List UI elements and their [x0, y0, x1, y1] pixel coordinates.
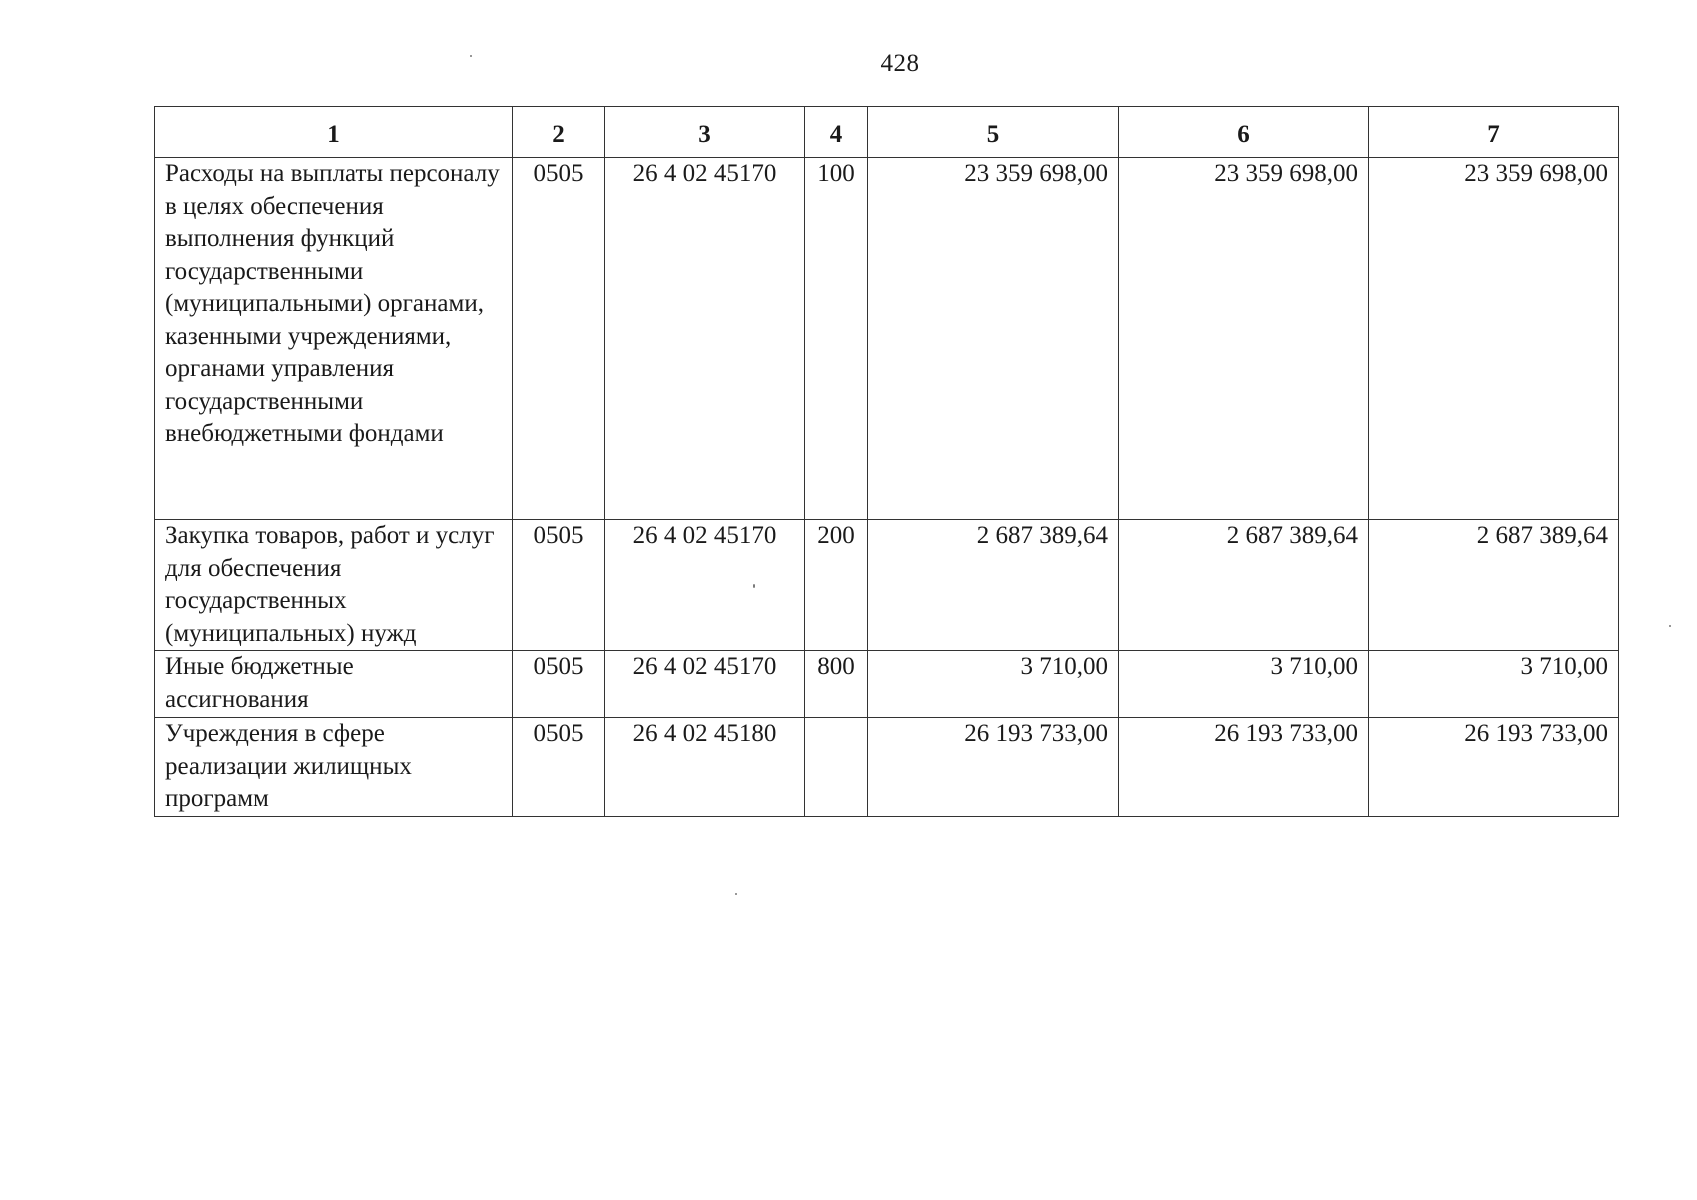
table-row	[155, 158, 1619, 520]
amount-cell-5: 3 710,00	[868, 651, 1119, 718]
amount-cell-6: 26 193 733,00	[1119, 718, 1369, 817]
amount-cell-5: 26 193 733,00	[868, 718, 1119, 817]
scan-speck	[753, 584, 755, 588]
section-code-cell: 0505	[513, 651, 605, 718]
target-article-cell: 26 4 02 45170	[605, 520, 805, 651]
amount-cell-7: 2 687 389,64	[1369, 520, 1619, 651]
section-code-cell: 0505	[513, 718, 605, 817]
row-name-cell: Учреждения в сфере реализации жилищных программ	[155, 718, 513, 817]
header-cell-2: 2	[513, 107, 605, 158]
target-article-cell: 26 4 02 45170	[605, 158, 805, 520]
table-row	[155, 520, 1619, 651]
expense-type-cell: 200	[805, 520, 868, 651]
section-code-cell: 0505	[513, 158, 605, 520]
header-cell-1: 1	[155, 107, 513, 158]
amount-cell-6: 2 687 389,64	[1119, 520, 1369, 651]
page-number: 428	[880, 50, 920, 77]
amount-cell-6: 3 710,00	[1119, 651, 1369, 718]
table-header-row	[155, 107, 1619, 158]
table-row	[155, 651, 1619, 718]
row-name-cell: Закупка товаров, работ и услуг для обеспечения государственных (муниципальных) нужд	[155, 520, 513, 651]
table-row	[155, 718, 1619, 817]
amount-cell-5: 2 687 389,64	[868, 520, 1119, 651]
amount-cell-5: 23 359 698,00	[868, 158, 1119, 520]
scan-speck	[1669, 625, 1671, 627]
header-cell-7: 7	[1369, 107, 1619, 158]
header-cell-4: 4	[805, 107, 868, 158]
header-cell-3: 3	[605, 107, 805, 158]
row-name-cell: Расходы на выплаты персоналу в целях обеспечения выполнения функций государственными (муниципальными) органами, казенными учреждениями, органами управления государственными внебюджетными фондами	[155, 158, 513, 520]
amount-cell-7: 23 359 698,00	[1369, 158, 1619, 520]
budget-table	[154, 106, 1619, 817]
scan-speck	[735, 893, 737, 895]
header-cell-5: 5	[868, 107, 1119, 158]
target-article-cell: 26 4 02 45180	[605, 718, 805, 817]
target-article-cell: 26 4 02 45170	[605, 651, 805, 718]
header-cell-6: 6	[1119, 107, 1369, 158]
row-name-cell: Иные бюджетные ассигнования	[155, 651, 513, 718]
section-code-cell: 0505	[513, 520, 605, 651]
expense-type-cell	[805, 718, 868, 817]
expense-type-cell: 800	[805, 651, 868, 718]
amount-cell-7: 26 193 733,00	[1369, 718, 1619, 817]
scan-speck	[470, 55, 472, 57]
amount-cell-7: 3 710,00	[1369, 651, 1619, 718]
expense-type-cell: 100	[805, 158, 868, 520]
amount-cell-6: 23 359 698,00	[1119, 158, 1369, 520]
